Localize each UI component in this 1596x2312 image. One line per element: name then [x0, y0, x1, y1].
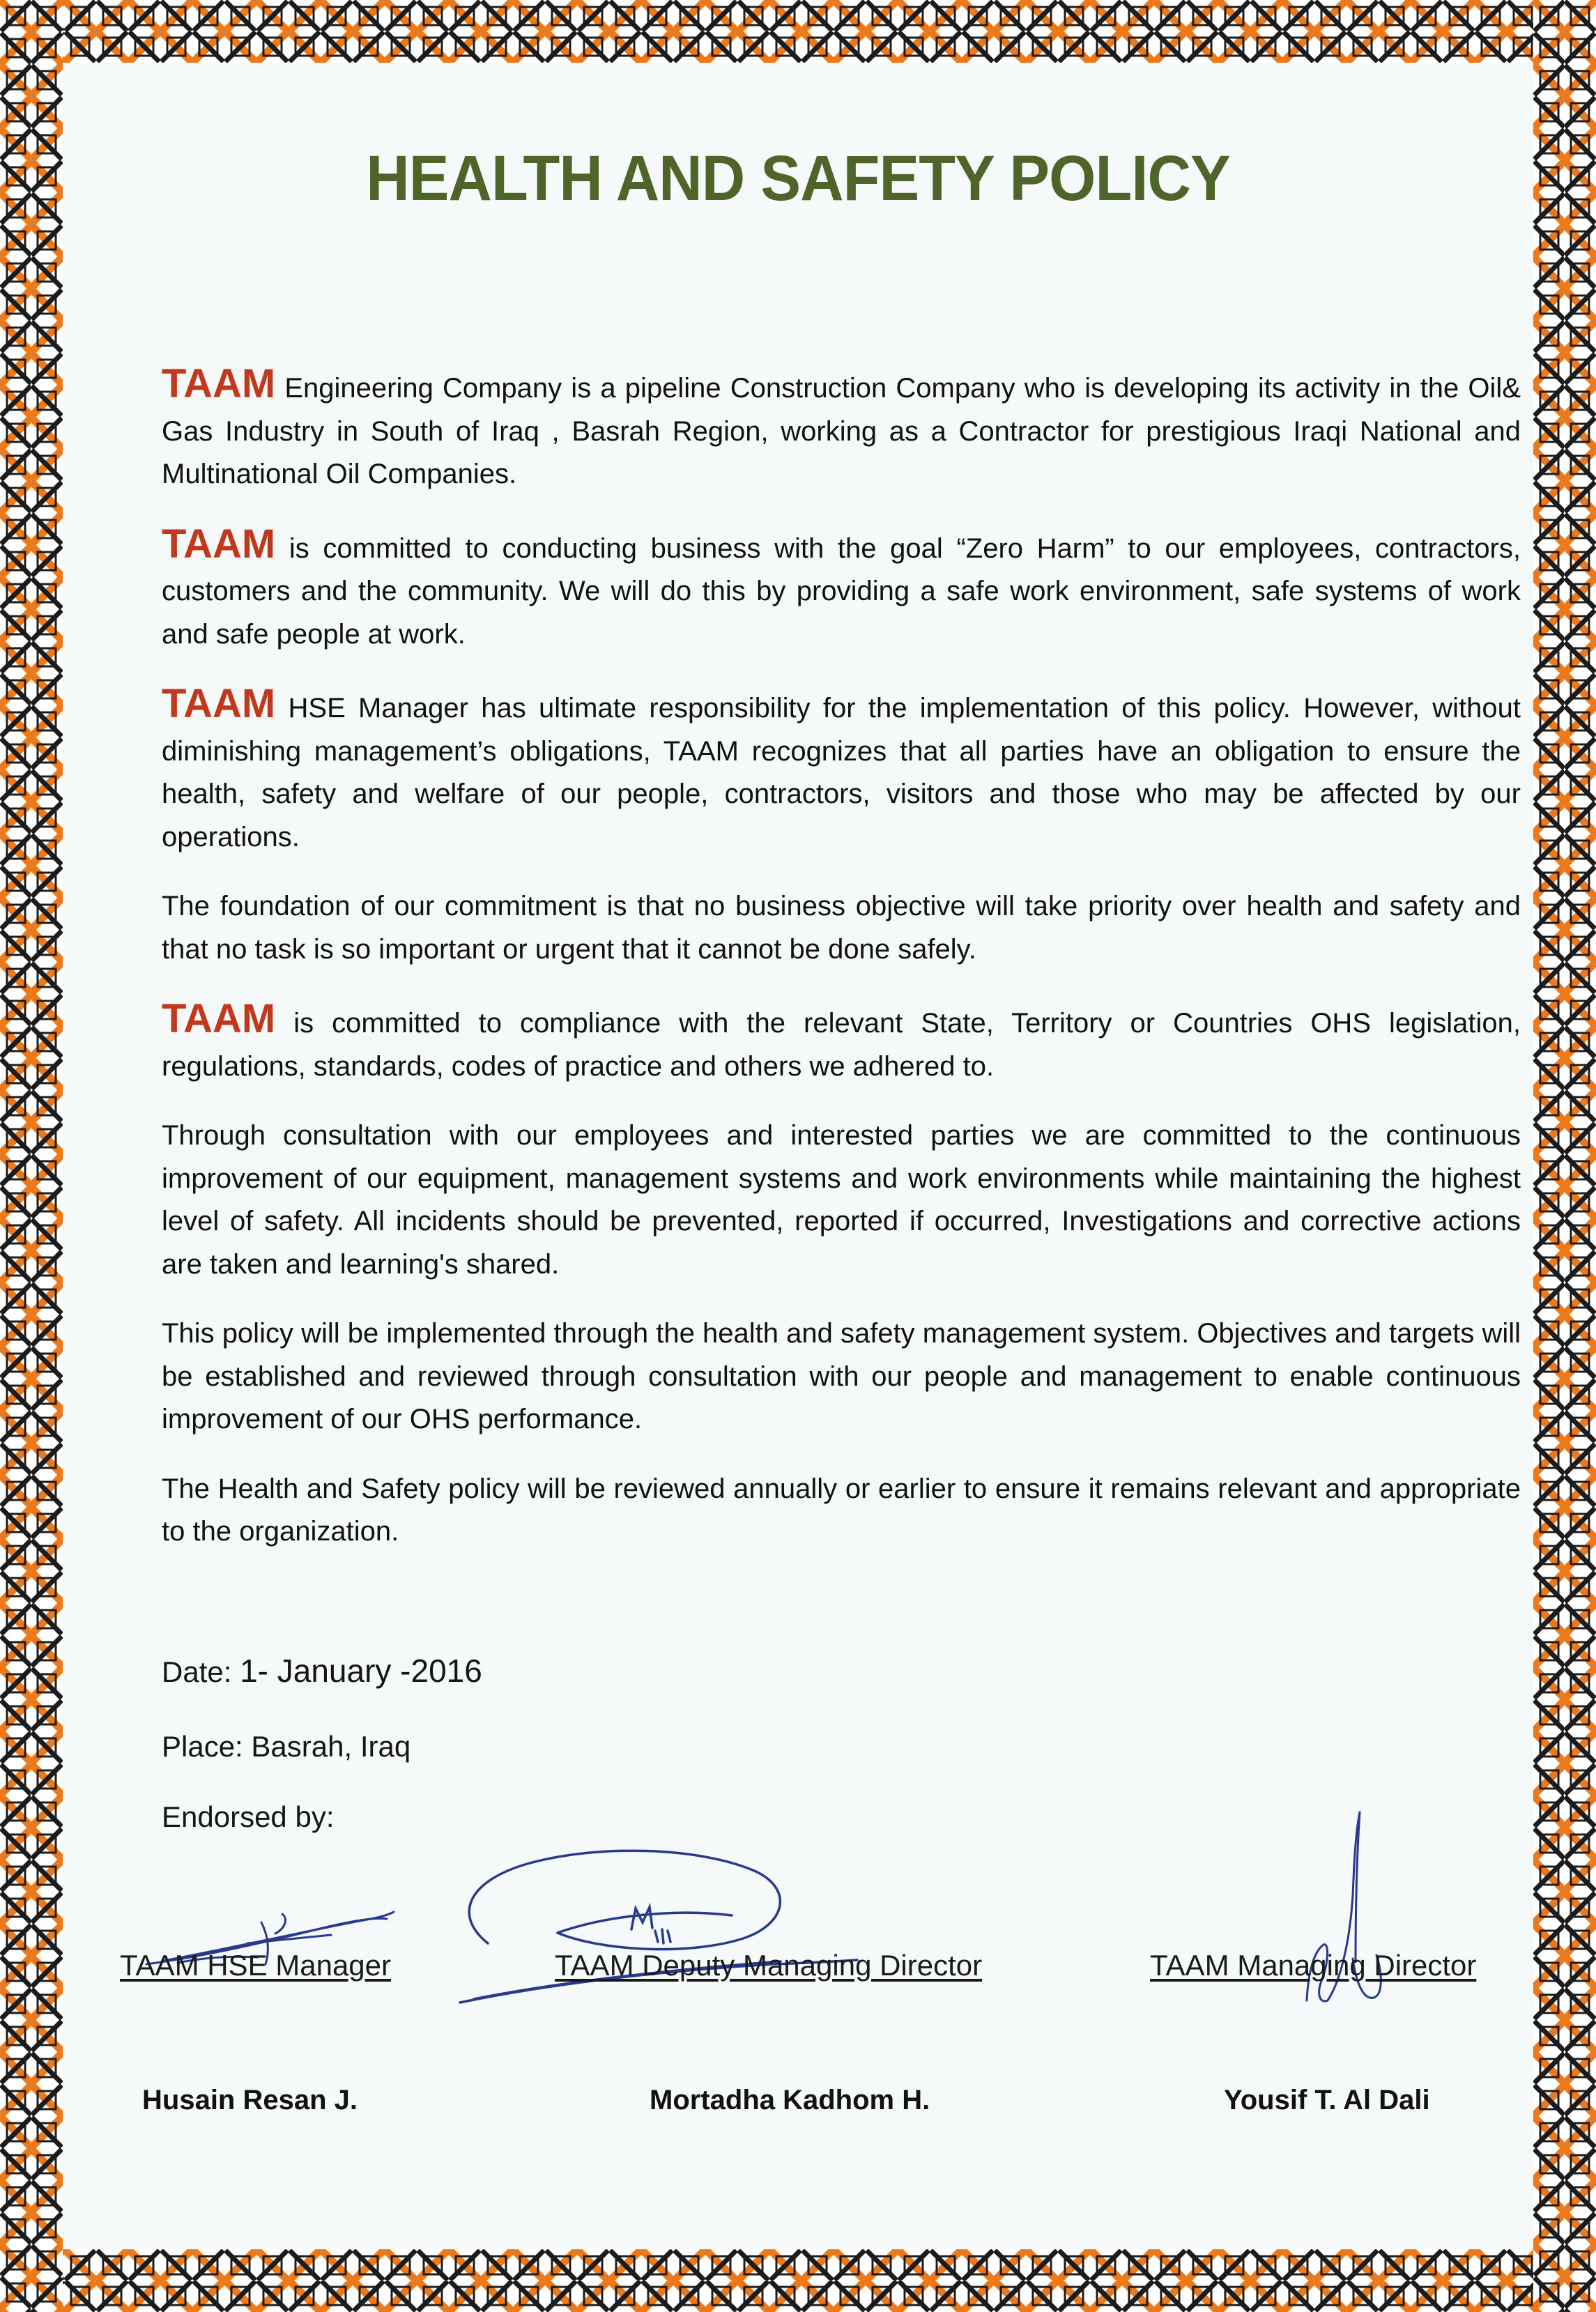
border-top: [0, 0, 1596, 63]
date-value: 1- January -2016: [240, 1653, 482, 1689]
paragraph-text: The Health and Safety policy will be reviewed annually or earlier to ensure it remains relevant and appropriate to the organization.: [162, 1473, 1521, 1547]
signature-managing-director: [1265, 1791, 1432, 2021]
paragraph-text: HSE Manager has ultimate responsibility for the implementation of this policy. However, without diminishing management’s obligations, TAAM recognizes that all parties have an obligation to ensure the health, safety and welfare of our people, contractors, visitors and those who may be affected by our operations.: [162, 693, 1521, 852]
name-managing-director: Yousif T. Al Dali: [1224, 2085, 1430, 2115]
paragraph-text: is committed to conducting business with the goal “Zero Harm” to our employees, contractors, customers and the community. We will do this by providing a safe work environment, safe systems of work and safe people at work.: [162, 533, 1521, 650]
policy-page: [63, 63, 1533, 2249]
paragraph: [162, 682, 1521, 859]
paragraph: [162, 997, 1521, 1088]
paragraph: [162, 1312, 1521, 1441]
name-deputy-managing-director: Mortadha Kadhom H.: [650, 2085, 930, 2115]
brand-name: TAAM: [162, 361, 276, 406]
paragraph: [162, 1468, 1521, 1554]
paragraph: [162, 362, 1521, 496]
border-right: [1533, 0, 1596, 2312]
place-line: Place: Basrah, Iraq: [162, 1730, 411, 1763]
name-hse-manager: Husain Resan J.: [142, 2085, 358, 2115]
endorsed-by-label: Endorsed by:: [162, 1800, 335, 1833]
role-hse-manager: TAAM HSE Manager: [120, 1949, 392, 1982]
paragraph: [162, 523, 1521, 657]
paragraph-text: is committed to compliance with the relevant State, Territory or Countries OHS legislation, regulations, standards, codes of practice and others we adhered to.: [162, 1008, 1521, 1082]
border-bottom: [0, 2249, 1596, 2312]
brand-name: TAAM: [162, 521, 276, 567]
date-label: Date:: [162, 1655, 232, 1688]
paragraph-text: Through consultation with our employees and interested parties we are committed to the continuous improvement of our equipment, management systems and work environments while maintaining the highest level of safety. All incidents should be prevented, reported if occurred, Investigations and corrective actions are taken and learning's shared.: [162, 1120, 1521, 1280]
role-managing-director: TAAM Managing Director: [1150, 1949, 1477, 1982]
paragraph-text: This policy will be implemented through the health and safety management system. Objectives and targets will be established and reviewed through consultation with our people and management to enable continuous improvement of our OHS performance.: [162, 1318, 1521, 1434]
paragraph-text: Engineering Company is a pipeline Construction Company who is developing its activity in the Oil& Gas Industry in South of Iraq , Basrah Region, working as a Contractor for prestigious Iraqi National and Multinational Oil Companies.: [162, 373, 1521, 489]
policy-body: [162, 362, 1521, 1580]
brand-name: TAAM: [162, 996, 276, 1041]
signature-deputy-managing-director: [446, 1811, 878, 2013]
date-line: [162, 1652, 482, 1690]
role-deputy-managing-director: TAAM Deputy Managing Director: [555, 1949, 983, 1982]
paragraph: [162, 1115, 1521, 1286]
paragraph: [162, 885, 1521, 971]
border-left: [0, 0, 63, 2312]
paragraph-text: The foundation of our commitment is that no business objective will take priority over health and safety and that no task is so important or urgent that it cannot be done safely.: [162, 891, 1521, 965]
brand-name: TAAM: [162, 681, 276, 726]
page-title: HEALTH AND SAFETY POLICY: [366, 143, 1230, 214]
